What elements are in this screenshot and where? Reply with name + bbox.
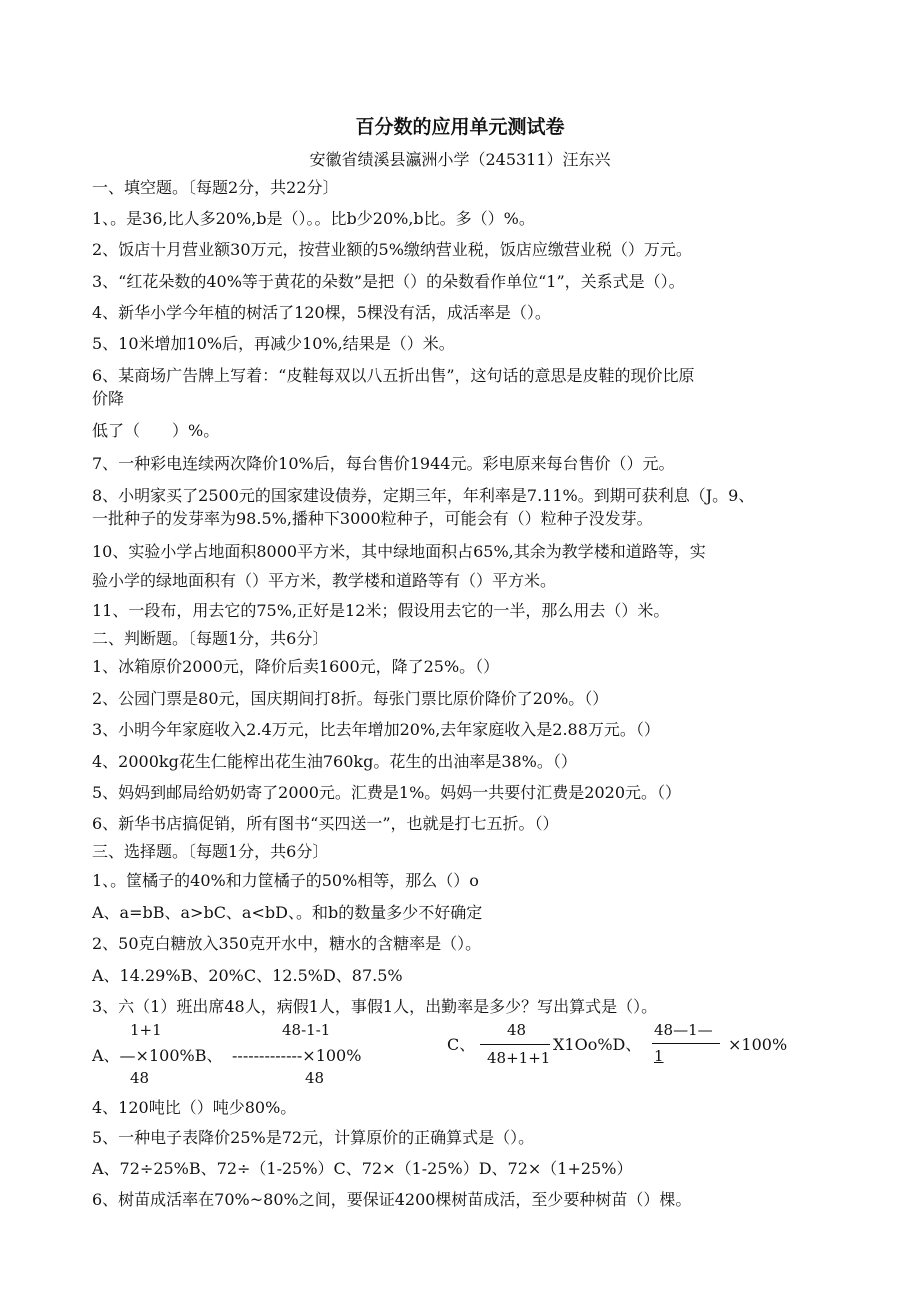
question-text: 1、冰箱原价2000元，降价后卖1600元，降了25%。（）	[92, 657, 500, 676]
question-text: 价降	[92, 389, 125, 408]
question-text: 6、某商场广告牌上写着：“皮鞋每双以八五折出售”，这句话的意思是皮鞋的现价比原	[92, 366, 695, 385]
option-c-label: C、	[447, 1035, 476, 1054]
question-text: 一批种子的发芽率为98.5%,播种下3000粒种子，可能会有（）粒种子没发芽。	[92, 509, 653, 528]
question-text: 1、。是36,比人多20%,b是（）。。比b少20%,b比。多（）%。	[92, 209, 535, 228]
option-a-b-text: A、—×100%B、	[92, 1046, 223, 1065]
author-line: 安徽省绩溪县瀛洲小学（245311）汪东兴	[309, 150, 611, 169]
question-text: 10、实验小学占地面积8000平方米，其中绿地面积占65%,其余为教学楼和道路等，实	[92, 542, 706, 561]
answer-options: A、14.29%B、20%C、12.5%D、87.5%	[92, 966, 403, 985]
question-text: 6、新华书店搞促销，所有图书“买四送一”，也就是打七五折。（）	[92, 814, 559, 833]
question-text: 2、公园门票是80元，国庆期间打8折。每张门票比原价降价了20%。（）	[92, 689, 609, 708]
question-text: 低了（ ）%。	[92, 421, 220, 440]
fraction-bar	[652, 1043, 720, 1044]
option-b-denominator: 48	[305, 1069, 325, 1087]
question-text: 5、10米增加10%后，再减少10%,结果是（）米。	[92, 334, 455, 353]
option-d-tail: ×100%	[728, 1035, 788, 1054]
option-c-numerator: 48	[507, 1021, 527, 1039]
question-text: 5、一种电子表降价25%是72元，计算原价的正确算式是（）。	[92, 1128, 535, 1147]
question-text: 3、小明今年家庭收入2.4万元，比去年增加20%,去年家庭收入是2.88万元。（）	[92, 720, 660, 739]
question-text: 5、妈妈到邮局给奶奶寄了2000元。汇费是1%。妈妈一共要付汇费是2020元。（）	[92, 783, 682, 802]
question-text: 3、“红花朵数的40%等于黄花的朵数”是把（）的朵数看作单位“1”，关系式是（）。	[92, 272, 685, 291]
option-a-numerator: 1+1	[130, 1021, 162, 1039]
option-b-numerator: 48-1-1	[282, 1021, 331, 1039]
question-text: 1、。筐橘子的40%和力筐橘子的50%相等，那么（）o	[92, 871, 479, 890]
option-c-denominator: 48+1+1	[487, 1049, 551, 1067]
question-text: 2、饭店十月营业额30万元，按营业额的5%缴纳营业税，饭店应缴营业税（）万元。	[92, 240, 692, 259]
question-text: 3、六（1）班出席48人，病假1人，事假1人，出勤率是多少？写出算式是（）。	[92, 997, 658, 1016]
question-text: 7、一种彩电连续两次降价10%后，每台售价1944元。彩电原来每台售价（）元。	[92, 454, 675, 473]
option-b-expression: -------------×100%	[232, 1046, 362, 1065]
section-heading-judge: 二、判断题。〔每题1分，共6分〕	[92, 629, 329, 648]
question-text: 4、2000kg花生仁能榨出花生油760kg。花生的出油率是38%。（）	[92, 752, 577, 771]
option-a-denominator: 48	[130, 1069, 150, 1087]
question-text: 4、120吨比（）吨少80%。	[92, 1098, 297, 1117]
section-heading-fill: 一、填空题。〔每题2分，共22分〕	[92, 178, 339, 197]
answer-options: A、a=bB、a>bC、a<bD、。和b的数量多少不好确定	[92, 903, 483, 922]
question-text: 2、50克白糖放入350克开水中，糖水的含糖率是（）。	[92, 934, 482, 953]
question-text: 4、新华小学今年植的树活了120棵，5棵没有活，成活率是（）。	[92, 303, 551, 322]
question-text: 8、小明家买了2500元的国家建设债券，定期三年，年利率是7.11%。到期可获利息（J。9、	[92, 486, 755, 505]
question-text: 11、一段布，用去它的75%,正好是12米；假设用去它的一半，那么用去（）米。	[92, 601, 670, 620]
fraction-bar	[480, 1044, 550, 1045]
option-d-numerator: 48—1—	[654, 1021, 713, 1039]
answer-options: A、72÷25%B、72÷（1-25%）C、72×（1-25%）D、72×（1+25%）	[92, 1159, 633, 1178]
question-text: 验小学的绿地面积有（）平方米，教学楼和道路等有（）平方米。	[92, 571, 557, 590]
section-heading-choice: 三、选择题。〔每题1分，共6分〕	[92, 842, 329, 861]
option-c-d-text: X1Oo%D、	[553, 1035, 642, 1054]
question-text: 6、树苗成活率在70%~80%之间，要保证4200棵树苗成活，至少要种树苗（）棵。	[92, 1190, 692, 1209]
page-title: 百分数的应用单元测试卷	[355, 116, 565, 138]
option-d-denominator: 1	[654, 1047, 664, 1065]
